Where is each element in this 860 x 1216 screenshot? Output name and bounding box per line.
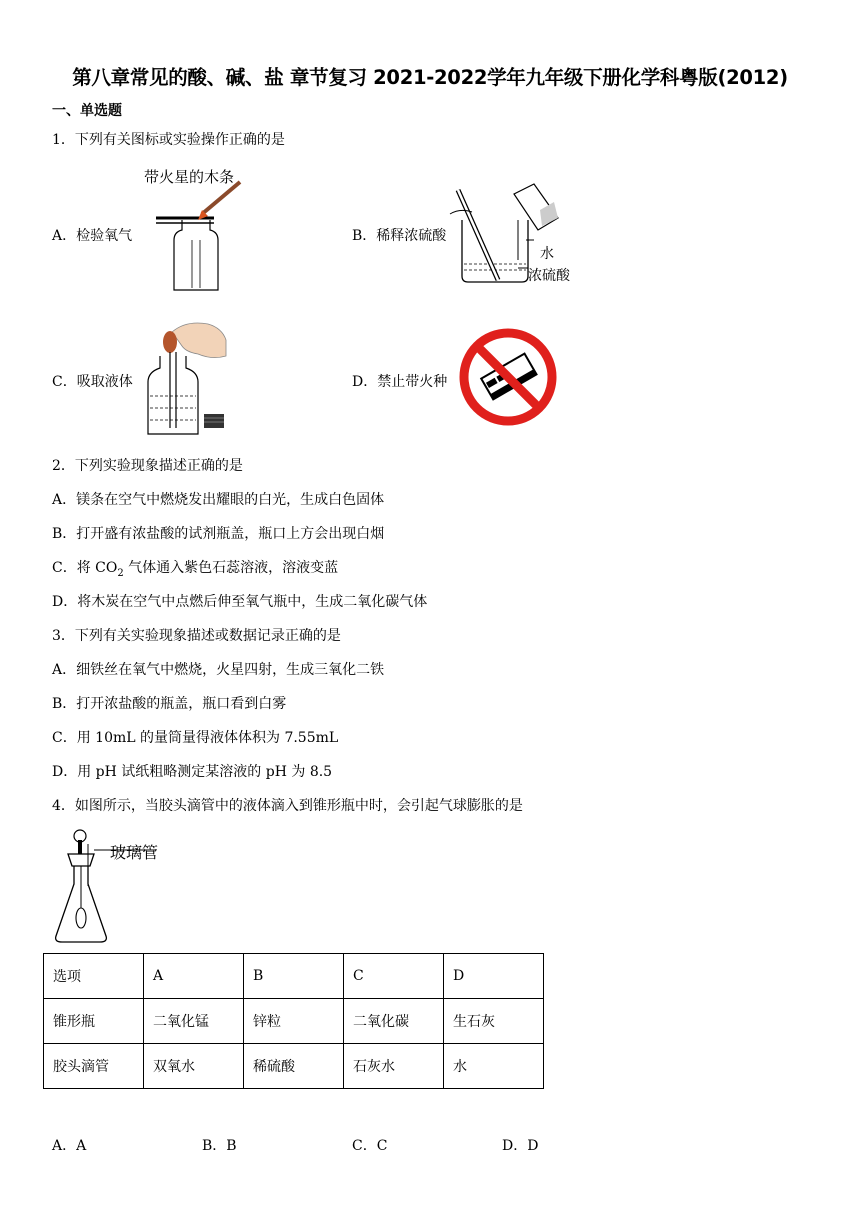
q1-option-c: C．吸取液体 (52, 374, 133, 390)
water-label: 水 (540, 246, 554, 262)
q3-option-b: B．打开浓盐酸的瓶盖，瓶口看到白雾 (52, 696, 287, 712)
q2-option-d: D．将木炭在空气中点燃后伸至氧气瓶中，生成二氧化碳气体 (52, 594, 428, 610)
oxygen-test-figure (136, 162, 256, 294)
dropper-figure (142, 316, 242, 438)
q4-answer-d: D．D (502, 1138, 539, 1154)
q3-option-c: C．用 10mL 的量筒量得液体体积为 7.55mL (52, 730, 339, 746)
question-1-stem: 1．下列有关图标或实验操作正确的是 (52, 132, 285, 148)
q3-option-d: D．用 pH 试纸粗略测定某溶液的 pH 为 8.5 (52, 764, 333, 780)
q4-answer-b: B．B (202, 1138, 237, 1154)
q1-option-b: B．稀释浓硫酸 (352, 228, 447, 244)
section-heading: 一、单选题 (52, 103, 122, 119)
q4-answer-c: C．C (352, 1138, 388, 1154)
q1-option-d: D．禁止带火种 (352, 374, 448, 390)
q4-options-table (43, 953, 544, 1089)
acid-label: 浓硫酸 (528, 268, 570, 284)
dilute-acid-figure (448, 180, 588, 288)
page-title: 第八章常见的酸、碱、盐 章节复习 2021-2022学年九年级下册化学科粤版(2012) (72, 66, 788, 89)
glass-tube-label: 玻璃管 (110, 843, 159, 862)
glowing-stick-label: 带火星的木条 (144, 168, 235, 186)
question-4-stem: 4．如图所示，当胶头滴管中的液体滴入到锥形瓶中时，会引起气球膨胀的是 (52, 798, 523, 814)
table-row: 胶头滴管 双氧水 稀硫酸 石灰水 水 (44, 1044, 544, 1089)
question-2-stem: 2．下列实验现象描述正确的是 (52, 458, 243, 474)
q2-option-c: C．将 $CO_2$ 气体通入紫色石蕊溶液，溶液变蓝 (52, 560, 339, 579)
q1-option-a: A．检验氧气 (52, 228, 133, 244)
no-fire-sign-icon (456, 325, 560, 429)
q2-option-b: B．打开盛有浓盐酸的试剂瓶盖，瓶口上方会出现白烟 (52, 526, 385, 542)
q3-option-a: A．细铁丝在氧气中燃烧，火星四射，生成三氧化二铁 (52, 662, 385, 678)
q4-answer-a: A．A (52, 1138, 87, 1154)
q2-option-a: A．镁条在空气中燃烧发出耀眼的白光，生成白色固体 (52, 492, 385, 508)
table-row: 锥形瓶 二氧化锰 锌粒 二氧化碳 生石灰 (44, 999, 544, 1044)
table-row: 选项 A B C D (44, 954, 544, 999)
question-3-stem: 3．下列有关实验现象描述或数据记录正确的是 (52, 628, 341, 644)
flask-balloon-figure (48, 826, 178, 946)
